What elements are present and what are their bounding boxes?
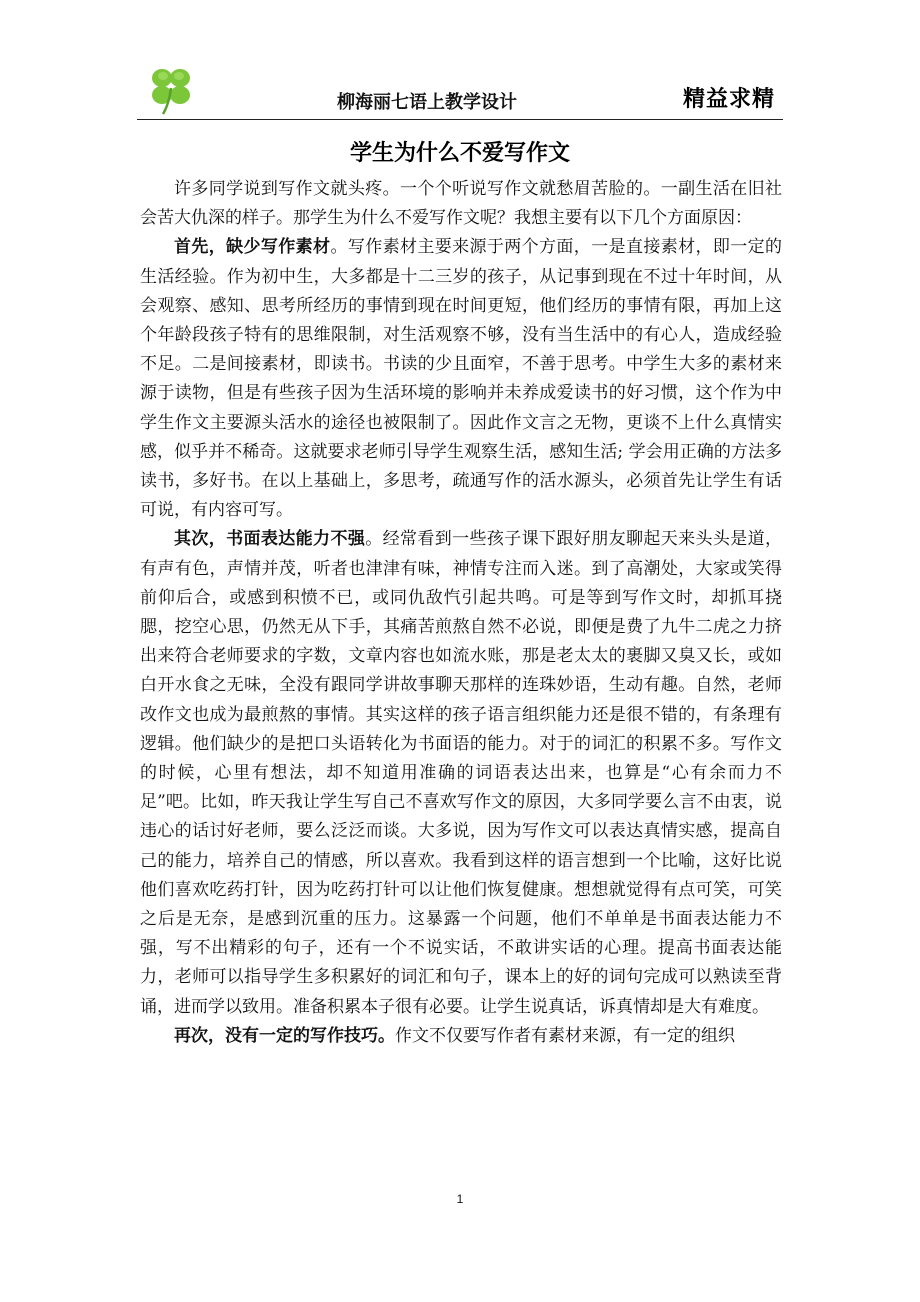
paragraph-text: 。经常看到一些孩子课下跟好朋友聊起天来头头是道，有声有色，声情并茂，听者也津津有味，神情专注而入迷。到了高潮处，大家或笑得前仰后合，或感到积愤不已，或同仇敌忾引起共鸣。可是等到写作文时，却抓耳挠腮，挖空心思，仍然无从下手，其痛苦煎熬自然不必说，即便是费了九牛二虎之力挤出来符合老师要求的字数，文章内容也如流水账，那是老太太的裹脚又臭又长，或如白开水食之无味，全没有跟同学讲故事聊天那样的连珠妙语，生动有趣。自然，老师改作文也成为最煎熬的事情。其实这样的孩子语言组织能力还是很不错的，有条理有逻辑。他们缺少的是把口头语转化为书面语的能力。对于的词汇的积累不多。写作文的时候，心里有想法，却不知道用准确的词语表达出来，也算是“心有余而力不足”吧。比如，昨天我让学生写自己不喜欢写作文的原因，大多同学要么言不由衷，说违心的话讨好老师，要么泛泛而谈。大多说，因为写作文可以表达真情实感，提高自己的能力，培养自己的情感，所以喜欢。我看到这样的语言想到一个比喻，这好比说他们喜欢吃药打针，因为吃药打针可以让他们恢复健康。想想就觉得有点可笑，可笑之后是无奈，是感到沉重的压力。这暴露一个问题，他们不单单是书面表达能力不强，写不出精彩的句子，还有一个不说实话，不敢讲实话的心理。提高书面表达能力，老师可以指导学生多积累好的词汇和句子，课本上的好的词句完成可以熟读至背诵，进而学以致用。准备积累本子很有必要。让学生说真话，诉真情却是大有难度。 [140,529,783,1017]
page-number: 1 [456,1192,464,1206]
page-header [137,60,783,120]
paragraph-text: 作文不仅要写作者有素材来源，有一定的组织 [395,1025,735,1046]
paragraph-lead: 再次，没有一定的写作技巧。 [174,1025,395,1046]
paragraph-third-reason [140,1022,782,1051]
header-divider [137,119,783,120]
paragraph-text: 。写作素材主要来源于两个方面，一是直接素材，即一定的生活经验。作为初中生，大多都是十二三岁的孩子，从记事到现在不过十年时间，从会观察、感知、思考所经历的事情到现在时间更短，他们经历的事情有限，再加上这个年龄段孩子特有的思维限制，对生活观察不够，没有当生活中的有心人，造成经验不足。二是间接素材，即读书。书读的少且面窄，不善于思考。中学生大多的素材来源于读物，但是有些孩子因为生活环境的影响并未养成爱读书的好习惯，这个作为中学生作文主要源头活水的途径也被限制了。因此作文言之无物，更谈不上什么真情实感，似乎并不稀奇。这就要求老师引导学生观察生活，感知生活; 学会用正确的方法多读书，多好书。在以上基础上，多思考，疏通写作的活水源头，必须首先让学生有话可说，有内容可写。 [140,237,783,521]
paragraph-text: 许多同学说到写作文就头疼。一个个听说写作文就愁眉苦脸的。一副生活在旧社会苦大仇深的样子。那学生为什么不爱写作文呢？我想主要有以下几个方面原因： [140,179,782,229]
header-title: 柳海丽七语上教学设计 [337,92,517,113]
paragraph-intro [140,175,782,233]
document-title: 学生为什么不爱写作文 [349,141,570,166]
document-body [140,175,782,1051]
header-badge: 精益求精 [682,87,775,112]
paragraph-first-reason [140,233,782,525]
paragraph-lead: 其次，书面表达能力不强 [174,529,366,550]
four-leaf-clover-icon [149,64,193,116]
paragraph-lead: 首先，缺少写作素材 [174,237,331,258]
paragraph-second-reason [140,525,782,1021]
